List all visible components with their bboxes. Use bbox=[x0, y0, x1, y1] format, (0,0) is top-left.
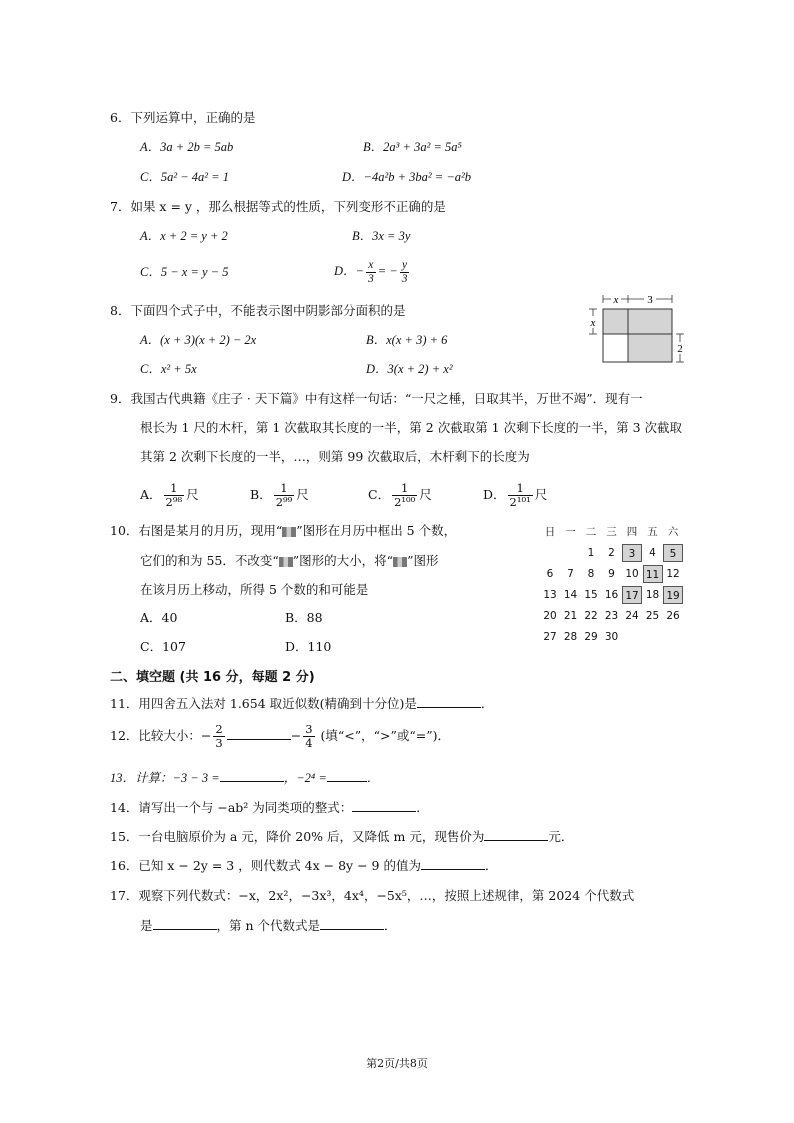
page-footer: 第2页/共8页 bbox=[366, 1057, 428, 1070]
q17-line2: 是 ，第 n 个代数式是 ． bbox=[140, 918, 397, 933]
q10-option-b: B．88 bbox=[285, 610, 323, 625]
calendar-weekday-4: 四 bbox=[626, 526, 638, 538]
q8-option-c: C．x² + 5x bbox=[140, 362, 197, 376]
cross-pattern-icon bbox=[279, 557, 293, 567]
q7-option-c: C．5 − x = y − 5 bbox=[140, 265, 229, 279]
q13: 13．计算：−3 − 3 = ，−2⁴ = ． bbox=[110, 771, 380, 785]
calendar-day-cell: 18 bbox=[645, 589, 660, 601]
q7-option-a: A．x + 2 = y + 2 bbox=[140, 229, 228, 243]
q8-stem: 8．下面四个式子中，不能表示图中阴影部分面积的是 bbox=[110, 303, 406, 318]
q7-d-den2: 3 bbox=[401, 272, 408, 285]
q12-answer-blank[interactable] bbox=[227, 727, 291, 740]
q17-answer-blank-2[interactable] bbox=[320, 917, 384, 930]
cross-pattern-icon bbox=[282, 527, 296, 537]
fig-label-top-x: x bbox=[613, 294, 619, 306]
calendar-day-cell: 10 bbox=[625, 568, 639, 580]
q10-line3: 在该月历上移动，所得 5 个数的和可能是 bbox=[140, 582, 369, 597]
q9-line3: 其第 2 次剩下长度的一半，…，则第 99 次截取后，木杆剩下的长度为 bbox=[140, 449, 530, 464]
q8-option-b: B．x(x + 3) + 6 bbox=[366, 333, 448, 347]
calendar-day-cell: 29 bbox=[584, 631, 598, 643]
calendar-day-cell: 24 bbox=[625, 610, 639, 622]
q6-option-d: D．−4a²b + 3ba² = −a²b bbox=[342, 170, 472, 184]
q7-d-den1: 3 bbox=[367, 272, 374, 285]
q6-stem: 6．下列运算中，正确的是 bbox=[110, 110, 256, 125]
q9-option-a: A． $\frac{1}{\text{2⁹⁸}}$ 尺 bbox=[140, 481, 199, 509]
q12: 12．比较大小：− $\frac{2}{3}$ − $\frac{3}{4}$ (填“<”，“>”或“=”)． bbox=[110, 722, 451, 750]
q15: 15．一台电脑原价为 a 元，降价 20% 后，又降低 m 元，现售价为 元． bbox=[110, 829, 574, 844]
q10-option-c: C．107 bbox=[140, 639, 186, 654]
calendar-day-cell: 5 bbox=[663, 544, 683, 562]
q7-option-d bbox=[334, 256, 411, 286]
calendar-day-cell: 1 bbox=[587, 547, 595, 559]
shaded-region-top-left bbox=[603, 309, 628, 334]
calendar-day-cell: 25 bbox=[645, 610, 660, 622]
q9-option-b: B． $\frac{1}{\text{2⁹⁹}}$ 尺 bbox=[250, 481, 309, 509]
calendar-weekday-6: 六 bbox=[667, 526, 679, 538]
q16: 16．已知 x − 2y = 3 ，则代数式 4x − 8y − 9 的值为 ． bbox=[110, 858, 498, 873]
shaded-region-bottom-right bbox=[628, 334, 672, 362]
q9-option-c: C． $\frac{1}{\text{2¹⁰⁰}}$ 尺 bbox=[368, 481, 432, 509]
calendar-day-cell: 9 bbox=[608, 568, 615, 580]
calendar-weekday-1: 一 bbox=[565, 526, 576, 538]
q10-option-a: A．40 bbox=[140, 610, 178, 625]
calendar-day-cell: 8 bbox=[587, 568, 595, 580]
calendar-day-cell: 21 bbox=[563, 610, 578, 622]
q9-line1: 9．我国古代典籍《庄子 · 天下篇》中有这样一句话：“一尺之棰，日取其半，万世不竭”．现有一 bbox=[110, 391, 643, 406]
q9-line2: 根长为 1 尺的木杆，第 1 次截取其长度的一半，第 2 次截取第 1 次剩下长度的一半，第 3 次截取 bbox=[140, 420, 682, 435]
calendar-day-cell: 2 bbox=[608, 547, 615, 559]
q11: 11．用四舍五入法对 1.654 取近似数(精确到十分位)是 ． bbox=[110, 696, 494, 711]
calendar-day-cell: 6 bbox=[546, 568, 554, 580]
q6-option-a: A．3a + 2b = 5ab bbox=[140, 140, 234, 154]
q14-answer-blank[interactable] bbox=[352, 799, 416, 812]
q10-line1: 10．右图是某月的月历，现用“ ”图形在月历中框出 5 个数， bbox=[110, 523, 457, 538]
calendar-day-cell: 7 bbox=[567, 568, 574, 580]
calendar-day-cell: 13 bbox=[543, 589, 557, 601]
q8-option-a: A．(x + 3)(x + 2) − 2x bbox=[140, 333, 257, 347]
q11-answer-blank[interactable] bbox=[417, 695, 481, 708]
calendar-day-cell: 23 bbox=[604, 610, 619, 622]
q6-option-c: C．5a² − 4a² = 1 bbox=[140, 170, 229, 184]
calendar-day-cell: 30 bbox=[604, 631, 619, 643]
unshaded-region bbox=[603, 334, 628, 362]
q10-option-d: D．110 bbox=[285, 639, 332, 654]
cross-pattern-icon bbox=[393, 557, 407, 567]
q9-option-d: D． $\frac{1}{\text{2¹⁰¹}}$ 尺 bbox=[483, 481, 548, 509]
q7-d-num1: x bbox=[366, 259, 376, 273]
calendar-day-cell: 20 bbox=[543, 610, 557, 622]
q7-stem: 7．如果 x = y ，那么根据等式的性质，下列变形不正确的是 bbox=[110, 199, 446, 214]
q7-d-mid: = − bbox=[377, 264, 398, 278]
q15-answer-blank[interactable] bbox=[484, 828, 548, 841]
q17-answer-blank-1[interactable] bbox=[153, 917, 217, 930]
calendar-day-cell: 28 bbox=[563, 631, 578, 643]
calendar-day-cell: 4 bbox=[649, 547, 656, 559]
calendar-day-cell: 17 bbox=[622, 586, 642, 604]
q14: 14．请写出一个与 −ab² 为同类项的整式： ． bbox=[110, 800, 429, 815]
q13-answer-blank-1[interactable] bbox=[220, 769, 284, 782]
calendar-day-cell: 15 bbox=[584, 589, 598, 601]
calendar-weekday-5: 五 bbox=[647, 526, 658, 538]
fig-label-left-x: x bbox=[590, 317, 596, 329]
q13-answer-blank-2[interactable] bbox=[327, 769, 367, 782]
q17-line1: 17．观察下列代数式：−x，2x²，−3x³，4x⁴，−5x⁵，…，按照上述规律，第 2024 个代数式 bbox=[110, 888, 635, 903]
calendar-day-cell: 16 bbox=[604, 589, 619, 601]
q8-option-d: D．3(x + 2) + x² bbox=[366, 362, 453, 376]
calendar-weekday-3: 三 bbox=[606, 526, 617, 538]
calendar-weekday-0: 日 bbox=[544, 526, 556, 538]
fig-label-right-2: 2 bbox=[677, 343, 683, 355]
calendar-day-cell: 27 bbox=[543, 631, 557, 643]
q10-line2: 它们的和为 55．不改变“ ”图形的大小，将“ ”图形 bbox=[140, 553, 439, 568]
q6-option-b: B．2a³ + 3a² = 5a⁵ bbox=[363, 140, 462, 154]
q7-option-b: B．3x = 3y bbox=[352, 229, 411, 243]
calendar-day-cell: 26 bbox=[666, 610, 680, 622]
q7-d-prefix: D．− bbox=[334, 264, 364, 278]
fig-label-top-3: 3 bbox=[647, 294, 653, 306]
calendar-day-cell: 11 bbox=[643, 565, 663, 583]
calendar-day-cell: 3 bbox=[622, 544, 642, 562]
shaded-region-top-right bbox=[628, 309, 672, 334]
q8-area-figure bbox=[584, 290, 694, 370]
calendar-day-cell: 22 bbox=[584, 610, 598, 622]
calendar-day-cell: 19 bbox=[663, 586, 683, 604]
q7-d-frac2 bbox=[400, 259, 410, 286]
calendar-weekday-2: 二 bbox=[585, 526, 597, 538]
q7-d-frac1 bbox=[366, 259, 376, 286]
section-2-heading: 二、填空题 (共 16 分，每题 2 分) bbox=[110, 670, 315, 685]
q7-d-num2: y bbox=[400, 259, 410, 273]
calendar-day-cell: 14 bbox=[563, 589, 578, 601]
q16-answer-blank[interactable] bbox=[421, 857, 485, 870]
calendar-day-cell: 12 bbox=[666, 568, 680, 580]
